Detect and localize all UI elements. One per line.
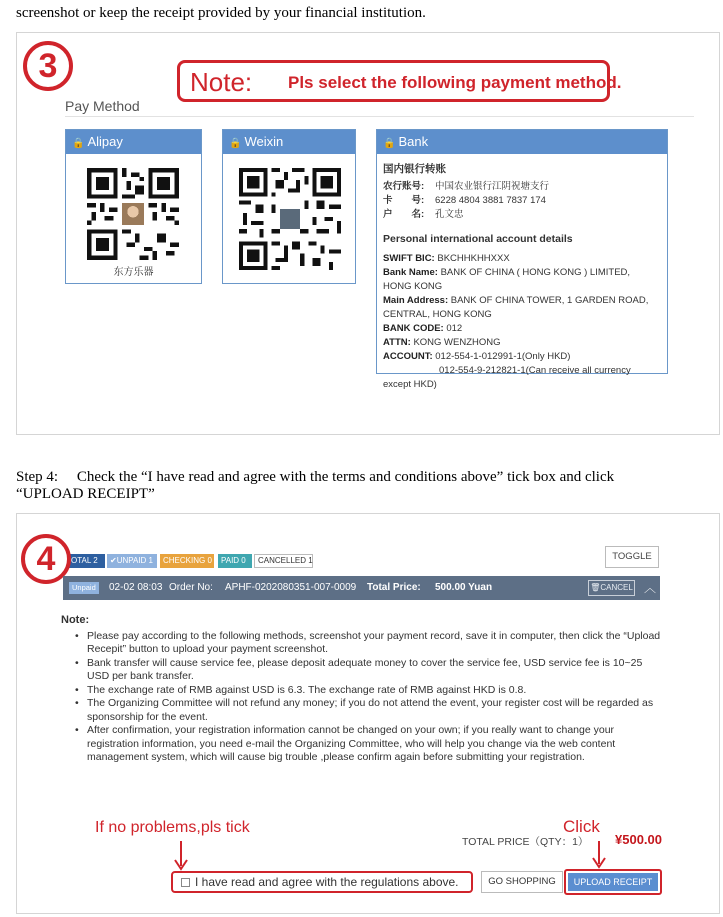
domestic-value: 孔文忠 [435,209,464,220]
lock-icon: 🔒 [383,138,396,149]
account-value: 012-554-1-012991-1(Only HKD) [435,351,571,362]
agree-label[interactable]: I have read and agree with the regulations above. [195,875,459,889]
domestic-value: 6228 4804 3881 7837 174 [435,195,546,206]
lock-icon: 🔒 [72,138,85,149]
bank-name-cont: HONG KONG [383,281,443,292]
bank-code-row [383,322,668,336]
filter-total-badge[interactable]: OTAL 2 [67,554,105,568]
bank-code-label: BANK CODE: [383,323,444,334]
bank-name-row [383,266,668,280]
intl-account-title: Personal international account details [383,233,573,245]
filter-checking-badge[interactable]: CHECKING 0 [160,554,214,568]
toggle-button[interactable]: TOGGLE [605,546,659,568]
step-4-instruction-cont: “UPLOAD RECEIPT” [16,486,155,502]
alipay-caption: 东方乐器 [113,267,154,278]
domestic-row [383,180,668,194]
filter-paid-badge[interactable]: PAID 0 [218,554,252,568]
lock-icon: 🔒 [229,138,242,149]
filter-unpaid-badge[interactable]: ✔UNPAID 1 [107,554,157,568]
weixin-card[interactable] [222,129,356,284]
note-item: • The Organizing Committee will not refund any money; if you do not attend the event, your register cost will be regarded as sponsorship for the event. [61,697,661,724]
step-3-marker: 3 [23,41,73,91]
payment-method-screenshot [16,32,720,435]
order-date: 02-02 08:03 [109,582,163,593]
address-value: BANK OF CHINA TOWER, 1 GARDEN ROAD, [450,295,649,306]
step-4-instruction: Step 4: Check the “I have read and agree with the terms and conditions above” tick box and click [16,469,615,485]
note-label: Note: [190,67,253,97]
attn-value: KONG WENZHONG [413,337,501,348]
note-text: Pls select the following payment method. [288,73,622,92]
address-cont: CENTRAL, HONG KONG [383,309,492,320]
note-item: • Please pay according to the following methods, screenshot your payment record, save it in computer, then click the “Upload Recepit” button to upload your payment screenshot. [61,630,661,657]
domestic-row [383,208,668,222]
address-label: Main Address: [383,295,449,306]
address-row [383,294,668,308]
domestic-row [383,194,668,208]
order-number: APHF-0202080351-007-0009 [225,582,357,593]
status-badge: Unpaid [69,582,99,594]
agree-terms-highlight[interactable] [171,871,473,893]
swift-label: SWIFT BIC: [383,253,435,264]
upload-receipt-highlight [564,869,662,895]
domestic-key: 户 名: [383,209,425,220]
account-value-3: except HKD) [383,379,437,390]
go-shopping-button[interactable]: GO SHOPPING [481,871,563,893]
note-callout [177,60,622,102]
total-price-label: Total Price: [367,582,421,593]
bank-title: Bank [398,134,429,149]
alipay-qr-code [87,168,179,260]
trash-icon: 🗑 [590,583,601,592]
attn-row [383,336,668,350]
weixin-card-header [223,130,355,154]
bank-card[interactable] [376,129,668,390]
alipay-card[interactable] [65,129,202,284]
note-item: • Bank transfer will cause service fee, please deposit adequate money to cover the service fee, USD service fee is 10~25 USD per bank transfer. [61,657,661,684]
total-price-value: 500.00 Yuan [435,582,493,593]
tick-annotation: If no problems,pls tick [95,819,250,836]
bank-details [383,162,668,392]
annotation-arrows [17,514,721,915]
alipay-card-header [66,130,201,154]
bank-name-value: BANK OF CHINA ( HONG KONG ) LIMITED, [440,267,631,278]
account-value-2: 012-554-9-212821-1(Can receive all currency [439,365,631,376]
swift-value: BKCHHKHHXXX [437,253,510,264]
domestic-value: 中国农业银行江阴祝塘支行 [435,181,550,192]
total-price-summary: TOTAL PRICE（QTY：1） [462,836,589,848]
grand-total: ¥500.00 [615,832,662,847]
filter-cancelled-badge[interactable]: CANCELLED 1 [254,554,313,568]
attn-label: ATTN: [383,337,411,348]
intro-text: screenshot or keep the receipt provided by your financial institution. [16,5,426,21]
note-item: • After confirmation, your registration information cannot be changed on your own; if you really want to change your registration information, you need e-mail the Organizing Committee, who will help you change via the web content management system, which will cause big trouble ,please confirm again before submitting your registration. [61,724,661,765]
weixin-qr-code [239,168,341,270]
account-label: ACCOUNT: [383,351,433,362]
cancel-label: CANCEL [600,583,633,592]
order-no-label: Order No: [169,582,213,593]
chevron-up-icon[interactable]: ︿ [643,581,656,595]
agree-checkbox[interactable] [181,878,190,887]
click-annotation: Click [563,817,600,836]
weixin-title: Weixin [244,134,284,149]
upload-receipt-button[interactable]: UPLOAD RECEIPT [568,873,658,891]
bank-code-value: 012 [446,323,463,334]
notes-title: Note: [61,614,90,626]
order-upload-screenshot [16,513,720,914]
domestic-key: 卡 号: [383,195,425,206]
account-row [383,350,668,364]
domestic-key: 农行账号: [383,181,425,192]
alipay-title: Alipay [87,134,123,149]
note-item: • The exchange rate of RMB against USD is 6.3. The exchange rate of RMB against HKD is 0.8. [61,684,661,698]
step-4-marker: 4 [21,534,71,584]
domestic-transfer-title: 国内银行转账 [383,163,446,175]
bank-name-label: Bank Name: [383,267,438,278]
bank-card-header [377,130,667,154]
swift-row [383,252,668,266]
pay-method-title: Pay Method [65,98,140,114]
divider [65,116,694,117]
